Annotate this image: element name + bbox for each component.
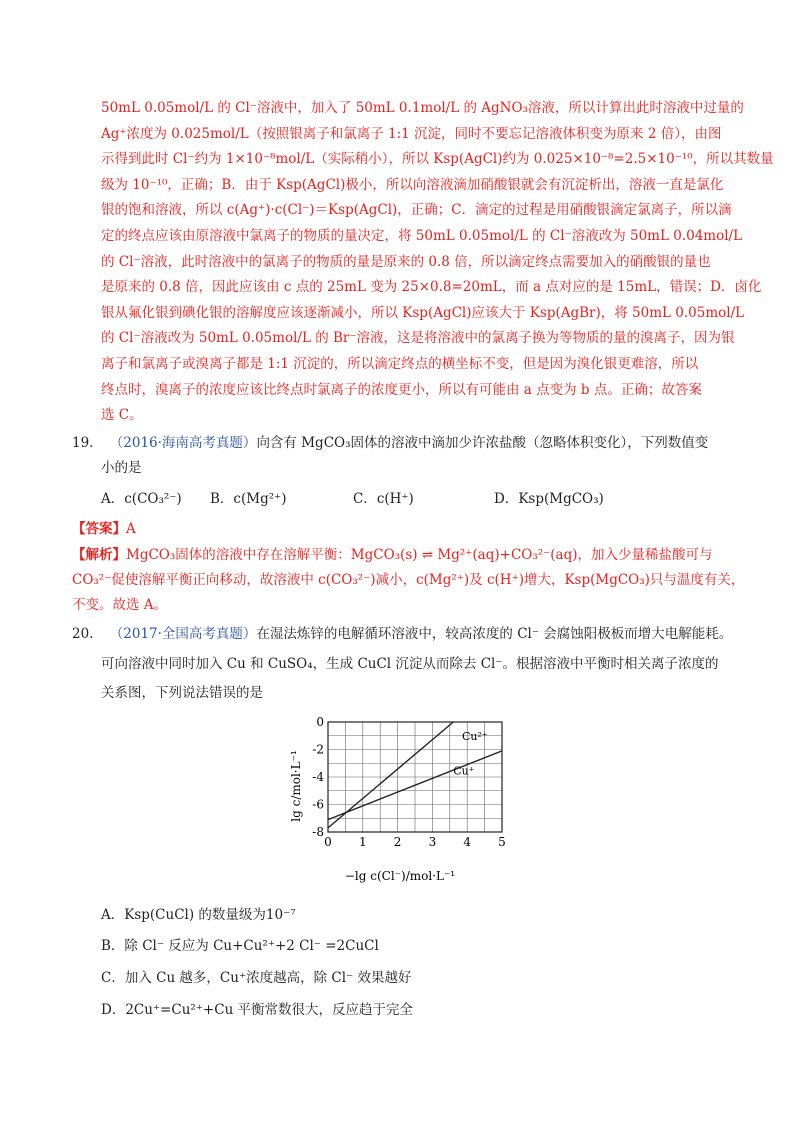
x-tick-label: 4 bbox=[463, 835, 472, 849]
explanation-line: 银的饱和溶液，所以 c(Ag⁺)·c(Cl⁻)＝Ksp(AgCl)，正确；C．滴定的过程是用硝酸银滴定氯离子，所以滴 bbox=[101, 202, 732, 219]
q19-stem-text: 向含有 MgCO₃固体的溶液中滴加少许浓盐酸（忽略体积变化），下列数值变 bbox=[256, 435, 709, 451]
x-tick-label: 2 bbox=[393, 835, 402, 849]
q19-option-b: B．c(Mg²⁺) bbox=[210, 491, 287, 507]
q20-number: 20. bbox=[72, 626, 94, 642]
y-tick-label: 0 bbox=[316, 715, 324, 729]
explanation-line: 示得到此时 Cl⁻约为 1×10⁻⁸mol/L（实际稍小），所以 Ksp(AgCl)约为 0.025×10⁻⁸=2.5×10⁻¹⁰，所以其数量 bbox=[101, 151, 774, 168]
explanation-line: 终点时，溴离子的浓度应该比终点时氯离子的浓度更小，所以有可能由 a 点变为 b 点。正确；故答案 bbox=[101, 381, 702, 398]
q20-option-a: A．Ksp(CuCl) 的数量级为10⁻⁷ bbox=[101, 907, 296, 923]
y-tick-label: -2 bbox=[312, 742, 324, 757]
q19-answer bbox=[72, 517, 136, 537]
q19-option-d: D．Ksp(MgCO₃) bbox=[494, 491, 604, 507]
explanation-line: 离子和氯离子或溴离子都是 1:1 沉淀的，所以滴定终点的横坐标不变，但是因为溴化银更难溶，所以 bbox=[101, 355, 699, 372]
q19-analysis-line-2: CO₃²⁻促使溶解平衡正向移动，故溶液中 c(CO₃²⁻)减小，c(Mg²⁺)及 c(H⁺)增大，Ksp(MgCO₃)只与温度有关， bbox=[72, 572, 745, 588]
x-tick-label: 0 bbox=[324, 835, 332, 849]
concentration-chart bbox=[270, 712, 530, 887]
explanation-line: 定的终点应该由原溶液中氯离子的物质的量决定，将 50mL 0.05mol/L 的 Cl⁻溶液改为 50mL 0.04mol/L bbox=[101, 227, 743, 244]
analysis-tag: 【解析】 bbox=[72, 547, 126, 563]
answer-tag: 【答案】 bbox=[72, 521, 126, 537]
q20-source: （2017·全国高考真题） bbox=[109, 626, 257, 642]
x-axis-label: −lg c(Cl⁻)/mol·L⁻¹ bbox=[344, 869, 456, 883]
explanation-line: 的 Cl⁻溶液改为 50mL 0.05mol/L 的 Br⁻溶液，这是将溶液中的氯离子换为等物质的量的溴离子，因为银 bbox=[101, 330, 735, 347]
explanation-line: 选 C。 bbox=[101, 407, 143, 424]
q19-analysis-line-1 bbox=[72, 543, 713, 563]
explanation-line: Ag⁺浓度为 0.025mol/L（按照银离子和氯离子 1:1 沉淀，同时不要忘记溶液体积变为原来 2 倍），由图 bbox=[101, 125, 722, 142]
x-tick-label: 1 bbox=[358, 835, 367, 849]
explanation-line: 50mL 0.05mol/L 的 Cl⁻溶液中，加入了 50mL 0.1mol/L 的 AgNO₃溶液，所以计算出此时溶液中过量的 bbox=[101, 100, 744, 116]
y-tick-label: -4 bbox=[312, 770, 324, 784]
explanation-line: 的 Cl⁻溶液，此时溶液中的氯离子的物质的量是原来的 0.8 倍，所以滴定终点需要加入的硝酸银的量也 bbox=[101, 253, 711, 270]
explanation-line: 级为 10⁻¹⁰，正确；B．由于 Ksp(AgCl)极小，所以向溶液滴加硝酸银就会有沉淀析出，溶液一直是氯化 bbox=[101, 176, 724, 193]
y-tick-label: -6 bbox=[312, 797, 324, 812]
answer-value: A bbox=[126, 521, 136, 537]
q20-stem-text: 在湿法炼锌的电解循环溶液中，较高浓度的 Cl⁻ 会腐蚀阳极板而增大电解能耗。 bbox=[256, 626, 733, 642]
q18-explanation bbox=[101, 96, 774, 429]
q19-stem-line-1 bbox=[72, 431, 708, 451]
q19-stem-line-2: 小的是 bbox=[101, 460, 142, 476]
q20-stem-line-1 bbox=[72, 622, 732, 642]
y-axis-label: lg c/mol·L⁻¹ bbox=[289, 750, 303, 822]
y-tick-label: -8 bbox=[312, 825, 324, 839]
q20-stem-line-3: 关系图，下列说法错误的是 bbox=[101, 685, 263, 701]
q19-option-c: C．c(H⁺) bbox=[353, 491, 414, 507]
analysis-text: MgCO₃固体的溶液中存在溶解平衡：MgCO₃(s) ⇌ Mg²⁺(aq)+CO₃²⁻(aq)，加入少量稀盐酸可与 bbox=[126, 547, 713, 563]
q19-number: 19. bbox=[72, 435, 94, 451]
q19-source: （2016·海南高考真题） bbox=[109, 435, 257, 451]
explanation-line: 银从氟化银到碘化银的溶解度应该逐渐减小，所以 Ksp(AgCl)应该大于 Ksp(AgBr)，将 50mL 0.05mol/L bbox=[101, 304, 745, 321]
q19-option-a: A．c(CO₃²⁻) bbox=[101, 491, 182, 507]
q20-stem-line-2: 可向溶液中同时加入 Cu 和 CuSO₄，生成 CuCl 沉淀从而除去 Cl⁻。根据溶液中平衡时相关离子浓度的 bbox=[101, 656, 719, 672]
q20-option-c: C．加入 Cu 越多，Cu⁺浓度越高，除 Cl⁻ 效果越好 bbox=[101, 970, 412, 986]
q19-analysis-line-3: 不变。故选 A。 bbox=[72, 597, 168, 613]
x-tick-label: 5 bbox=[498, 835, 506, 849]
series-label: Cu⁺ bbox=[453, 764, 475, 778]
q20-option-d: D．2Cu⁺=Cu²⁺+Cu 平衡常数很大，反应趋于完全 bbox=[101, 1002, 414, 1018]
q20-option-b: B．除 Cl⁻ 反应为 Cu+Cu²⁺+2 Cl⁻ =2CuCl bbox=[101, 938, 379, 954]
series-label: Cu²⁺ bbox=[461, 729, 488, 743]
x-tick-label: 3 bbox=[428, 835, 437, 849]
explanation-line: 是原来的 0.8 倍，因此应该由 c 点的 25mL 变为 25×0.8=20mL，而 a 点对应的是 15mL，错误；D．卤化 bbox=[101, 279, 762, 296]
